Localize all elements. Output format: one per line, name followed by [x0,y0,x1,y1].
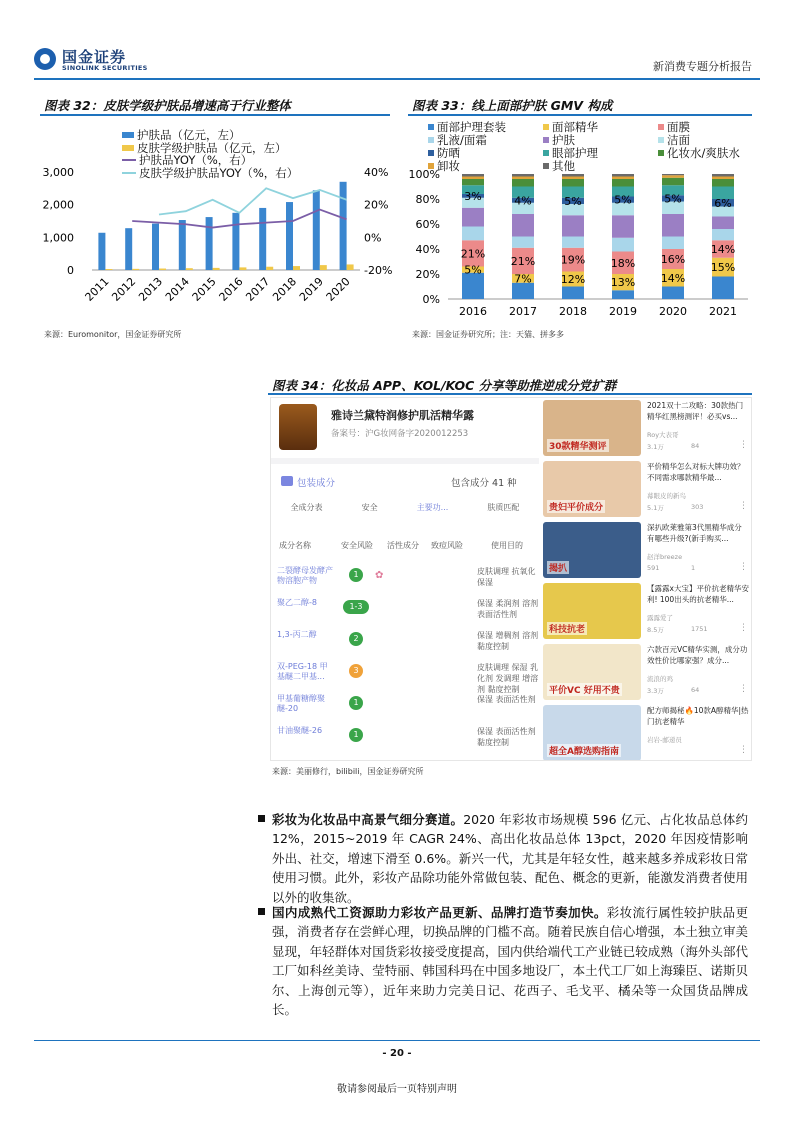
legend-item: 护肤品（亿元，左） [122,129,298,142]
data-label: 21% [460,247,486,261]
bar-skincare [179,220,186,270]
tab-package-ingredients[interactable]: 包装成分 [297,478,336,489]
fig32-title: 图表 32：皮肤学级护肤品增速高于行业整体 [44,98,291,113]
legend-item: 护肤 [543,134,575,147]
stack-segment [462,208,484,227]
thumbnail-caption: 超全A醇选购指南 [547,744,621,757]
data-label: 3% [464,189,482,203]
stack-segment [462,179,484,185]
ingredient-name[interactable]: 甲基葡糖醇聚醚-20 [277,694,325,713]
col-acne: 致痘风险 [431,541,463,550]
header-divider [34,78,760,80]
filter-skin[interactable]: 肤质匹配 [487,503,520,512]
x-tick-label: 2016 [459,305,487,318]
stack-segment [562,179,584,187]
y-left-tick: 2,000 [42,198,74,212]
stack-segment [562,237,584,248]
stack-segment [712,177,734,180]
bar-derma [293,266,300,270]
bullet-icon [258,908,265,915]
fig34-rule [268,393,752,395]
legend-item: 面部精华 [543,121,598,134]
thumbnail-caption: 30款精华测评 [547,439,609,452]
logo-en: SINOLINK SECURITIES [62,64,148,72]
y-tick: 80% [415,193,440,206]
bar-derma [239,267,246,270]
x-tick-label: 2017 [243,274,273,304]
product-name: 雅诗兰黛特润修护肌活精华露 [331,409,474,422]
fig32-rule [40,114,390,116]
x-tick-label: 2021 [709,305,737,318]
ingredient-name[interactable]: 双-PEG-18 甲基醚二甲基... [277,662,328,681]
safety-risk-badge: 1 [349,696,363,710]
video-title[interactable]: 平价精华怎么对标大牌功效？不同需求哪款精华最... [647,462,745,482]
fig32-source: 来源：Euromonitor，国金证券研究所 [44,330,182,339]
x-tick-label: 2019 [609,305,637,318]
data-label: 21% [510,254,536,268]
bar-skincare [125,228,132,270]
stack-segment [662,174,684,175]
fig33-source: 来源：国金证券研究所；注：天猫、拼多多 [412,330,564,339]
logo-cn: 国金证券 [62,48,127,66]
more-icon[interactable]: ⋮ [739,440,748,450]
legend-item: 面部护理套装 [428,121,506,134]
video-views: 5.1万 [647,504,664,512]
video-thumbnail[interactable] [543,522,641,578]
y-left-tick: 1,000 [42,231,74,245]
data-label: 5% [664,192,682,206]
fig34-source: 来源：美丽修行，bilibili，国金证券研究所 [272,767,424,776]
video-author[interactable]: Roy大表哥 [647,431,679,439]
data-label: 5% [614,193,632,207]
video-author[interactable]: 流浪的鸡 [647,675,673,683]
ingredient-purpose: 皮肤调理 抗氧化 保湿 [477,567,536,587]
bar-skincare [206,217,213,270]
video-thumbnail[interactable] [543,644,641,700]
report-title: 新消费专题分析报告 [653,60,752,73]
x-tick-label: 2013 [136,274,166,304]
y-tick: 40% [415,243,440,256]
video-views: 3.1万 [647,443,664,451]
record-number: 备案号：沪G妆网备字2020012253 [331,429,469,439]
bar-derma [105,269,112,270]
video-title[interactable]: 深扒欧莱雅第3代黑精华成分有哪些升级?(新手购买... [647,523,742,543]
stack-segment [512,174,534,177]
stack-segment [512,177,534,180]
stack-segment [712,174,734,177]
bar-skincare [259,208,266,270]
data-label: 4% [514,194,532,208]
bar-skincare [152,224,159,270]
video-views: 3.3万 [647,687,664,695]
ingredient-name[interactable]: 甘油聚醚-26 [277,726,323,735]
legend-item: 面膜 [658,121,690,134]
bar-derma [320,265,327,270]
x-tick-label: 2012 [109,274,139,304]
footer-divider [34,1040,760,1041]
data-label: 6% [714,196,732,210]
y-left-tick: 3,000 [42,166,74,179]
bar-derma [132,269,139,270]
fig33-title: 图表 33：线上面部护肤 GMV 构成 [412,98,613,113]
y-right-tick: 0% [364,231,382,245]
legend-item: 护肤品YOY（%，右） [122,154,298,167]
ingredient-purpose: 保湿 柔润剂 溶剂 表面活性剂 [477,599,539,619]
legend-item: 皮肤学级护肤品（亿元，左） [122,142,298,155]
data-label: 12% [560,273,586,286]
legend-item: 乳液/面霜 [428,134,487,147]
bar-derma [186,268,193,270]
more-icon[interactable]: ⋮ [739,562,748,572]
thumbnail-caption: 揭扒 [547,561,569,574]
x-tick-label: 2011 [82,274,112,304]
filter-function[interactable]: 主要功... [416,503,449,512]
filter-safety[interactable]: 安全 [361,503,378,512]
company-logo-icon [34,48,56,70]
stack-segment [612,290,634,299]
x-tick-label: 2016 [216,274,246,304]
video-author[interactable]: 赵洋breeze [647,553,683,561]
legend-item: 其他 [543,160,575,173]
x-tick-label: 2014 [162,274,192,304]
stack-segment [662,175,684,178]
video-thumbnail[interactable] [543,583,641,639]
bar-derma [347,264,354,270]
video-thumbnail[interactable] [543,705,641,761]
more-icon[interactable]: ⋮ [739,684,748,694]
y-tick: 60% [415,218,440,231]
video-author[interactable]: 岩岩-邮递员 [647,736,682,744]
ingredient-count: 包含成分 41 种 [451,478,517,489]
fig33-chart [408,166,754,326]
video-comments: 64 [691,686,700,694]
thumbnail-caption: 科技抗老 [547,622,587,635]
data-label: 13% [610,276,636,290]
x-tick-label: 2019 [296,274,326,304]
video-thumbnail[interactable] [543,400,641,456]
legend-item: 卸妆 [428,160,460,173]
x-tick-label: 2018 [270,274,300,304]
video-author[interactable]: 幕眼皮的新鸟 [647,492,686,500]
stack-segment [612,215,634,238]
data-label: 18% [610,256,636,270]
filter-all[interactable]: 全成分表 [290,503,323,512]
fig32-chart [40,160,400,320]
stack-segment [612,177,634,180]
stack-segment [512,179,534,187]
thumbnail-caption: 贵妇平价成分 [547,500,605,513]
stack-segment [662,287,684,300]
fig34-title: 图表 34：化妆品 APP、KOL/KOC 分享等助推逆成分党扩群 [272,378,617,393]
data-label: 5% [564,194,582,208]
stack-segment [462,174,484,177]
x-tick-label: 2020 [323,274,353,304]
filter-bar [271,502,539,513]
video-title[interactable]: 2021双十二攻略：30款热门精华红黑榜测评！必买vs... [647,401,744,421]
video-thumbnail[interactable] [543,461,641,517]
bar-skincare [232,213,239,270]
paragraph-1: 彩妆为化妆品中高景气细分赛道。2020 年彩妆市场规模 596 亿元、占化妆品总体约 12%，2015~2019 年 CAGR 24%、高出化妆品总体 13pct，2020 年因疫情影响外出、社交，增速下滑至 0.6%。新兴一代，尤其是年轻女性，越来越多养成彩妆日常使用习惯。此外，彩妆产品除功能外常做包装、配色、概念的更新，能激发消费者使用以外的收集欲。 [272,810,748,907]
video-author[interactable]: 露露爱了 [647,614,673,622]
active-ingredient-icon: ✿ [375,570,384,581]
data-label: 7% [514,272,532,286]
stack-segment [512,237,534,248]
y-left-tick: 0 [67,264,74,277]
x-tick-label: 2015 [189,274,219,304]
product-image [279,404,317,450]
bullet-icon [258,815,265,822]
divider [271,458,539,464]
legend-item: 眼部护理 [543,147,598,160]
col-safety: 安全风险 [341,541,373,550]
y-right-tick: 40% [364,166,389,179]
y-right-tick: -20% [364,264,393,277]
stack-segment [512,214,534,237]
stack-segment [712,179,734,187]
stack-segment [712,229,734,240]
stack-segment [462,227,484,241]
data-label: 19% [560,253,586,267]
stack-segment [612,174,634,177]
bar-derma [213,268,220,270]
video-views: 591 [647,564,660,572]
bar-skincare [286,202,293,270]
y-tick: 20% [415,268,440,281]
legend-item: 化妆水/爽肤水 [658,147,740,160]
col-purpose: 使用目的 [491,541,523,550]
legend-item: 洁面 [658,134,690,147]
stack-segment [562,174,584,177]
disclaimer: 敬请参阅最后一页特别声明 [337,1084,457,1095]
data-label: 15% [710,261,736,275]
y-right-tick: 20% [364,198,389,212]
more-icon[interactable]: ⋮ [739,745,748,755]
x-tick-label: 2018 [559,305,587,318]
col-name: 成分名称 [279,541,311,550]
data-label: 14% [710,243,736,256]
col-active: 活性成分 [387,541,419,550]
thumbnail-caption: 平价VC 好用不贵 [547,683,622,696]
stack-segment [712,217,734,230]
stack-segment [662,178,684,186]
stack-segment [562,177,584,180]
video-comments: 84 [691,442,700,450]
stack-segment [462,273,484,299]
bar-skincare [98,233,105,270]
ingredient-purpose: 保湿 表面活性剂 黏度控制 [477,727,536,747]
x-tick-label: 2020 [659,305,687,318]
fig33-rule [408,114,752,116]
safety-risk-badge: 3 [349,664,363,678]
stack-segment [462,177,484,180]
bar-derma [266,267,273,270]
bar-derma [159,269,166,270]
ingredient-name[interactable]: 聚乙二醇-8 [277,598,317,607]
stack-segment [562,215,584,236]
safety-risk-badge: 1 [349,568,363,582]
safety-risk-badge: 2 [349,632,363,646]
data-label: 14% [660,271,686,285]
video-comments: 1751 [691,625,708,633]
video-title[interactable]: 配方师揭秘🔥10款A醇精华|热门抗老精华 [647,706,749,726]
stack-segment [662,214,684,237]
package-icon [281,476,293,486]
paragraph-2: 国内成熟代工资源助力彩妆产品更新、品牌打造节奏加快。彩妆流行属性较护肤品更强，消费者存在尝鲜心理，切换品牌的门槛不高。随着民族自信心增强，本土独立审美显现，年轻群体对国货彩妆接受度提高，国内供给端代工产业链已较成熟（海外头部代工厂如科丝美诗、莹特丽、韩国科玛在中国多地设厂，本土代工厂如上海臻臣、诺斯贝尔、上海创元等），近年来助力完美日记、花西子、毛戈平、橘朵等一众国货品牌成长。 [272,903,748,1019]
more-icon[interactable]: ⋮ [739,623,748,633]
ingredient-purpose: 皮肤调理 保湿 乳化剂 发调理 增溶剂 黏度控制 [477,663,539,694]
data-label: 5% [464,263,482,277]
y-tick: 0% [422,293,440,306]
video-title[interactable]: 【露露x大宝】平价抗老精华安利! 100出头的抗老精华... [647,584,749,604]
ingredient-name[interactable]: 二裂酵母发酵产物溶胞产物 [277,566,333,585]
video-title[interactable]: 六款百元VC精华实测，成分功效性价比哪家强？成分... [647,645,748,665]
bar-skincare [313,190,320,270]
ingredient-name[interactable]: 1,3-丙二醇 [277,630,317,639]
video-views: 8.5万 [647,626,664,634]
legend-item: 皮肤学级护肤品YOY（%，右） [122,167,298,180]
stack-segment [662,237,684,250]
video-comments: 303 [691,503,704,511]
bar-skincare [340,182,347,270]
stack-segment [612,238,634,252]
stack-segment [712,277,734,300]
ingredient-purpose: 保湿 表面活性剂 [477,695,536,704]
stack-segment [612,179,634,187]
safety-risk-badge: 1-3 [343,600,369,614]
y-tick: 100% [408,168,440,181]
stack-segment [562,287,584,300]
safety-risk-badge: 1 [349,728,363,742]
more-icon[interactable]: ⋮ [739,501,748,511]
legend-item: 防晒 [428,147,460,160]
ingredient-purpose: 保湿 增稠剂 溶剂 黏度控制 [477,631,539,651]
page-number: - 20 - [382,1048,412,1059]
data-label: 16% [660,253,686,266]
x-tick-label: 2017 [509,305,537,318]
app-screenshot [270,397,752,761]
video-comments: 1 [691,564,696,572]
